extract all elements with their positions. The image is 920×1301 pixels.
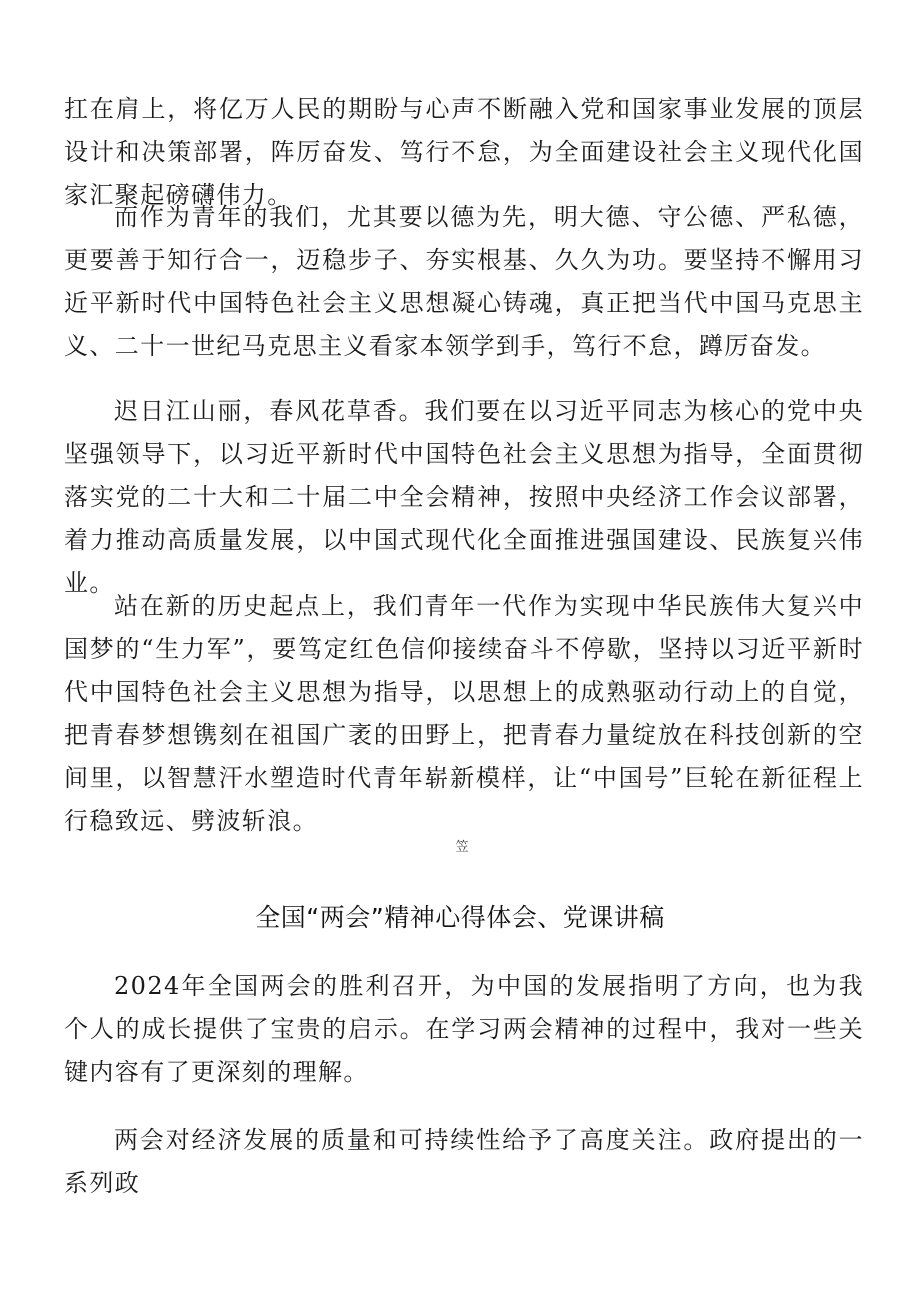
paragraph: 站在新的历史起点上，我们青年一代作为实现中华民族伟大复兴中国梦的“生力军”，要笃定红色信仰接续奋斗不停歇，坚持以习近平新时代中国特色社会主义思想为指导，以思想上的成熟驱动行动上的自觉，把青春梦想镌刻在祖国广袤的田野上，把青春力量绽放在科技创新的空间里，以智慧汗水塑造时代青年崭新模样，让“中国号”巨轮在新征程上行稳致远、劈波斩浪。 bbox=[64, 592, 864, 835]
section-separator: 笠 bbox=[455, 840, 469, 855]
section-heading: 全国“两会”精神心得体会、党课讲稿 bbox=[255, 903, 665, 932]
paragraph: 扛在肩上，将亿万人民的期盼与心声不断融入党和国家事业发展的顶层设计和决策部署，阵厉奋发、笃行不怠，为全面建设社会主义现代化国家汇聚起磅礴伟力。 bbox=[64, 95, 864, 209]
paragraph: 2024年全国两会的胜利召开，为中国的发展指明了方向，也为我个人的成长提供了宝贵的启示。在学习两会精神的过程中，我对一些关键内容有了更深刻的理解。 bbox=[64, 972, 864, 1086]
paragraph: 而作为青年的我们，尤其要以德为先，明大德、守公德、严私德，更要善于知行合一，迈稳步子、夯实根基、久久为功。要坚持不懈用习近平新时代中国特色社会主义思想凝心铸魂，真正把当代中国马克思主义、二十一世纪马克思主义看家本领学到手，笃行不怠，蹲厉奋发。 bbox=[64, 203, 864, 360]
paragraph: 迟日江山丽，春风花草香。我们要在以习近平同志为核心的党中央坚强领导下，以习近平新时代中国特色社会主义思想为指导，全面贯彻落实党的二十大和二十届二中全会精神，按照中央经济工作会议部署，着力推动高质量发展，以中国式现代化全面推进强国建设、民族复兴伟业。 bbox=[64, 397, 864, 597]
paragraph: 两会对经济发展的质量和可持续性给予了高度关注。政府提出的一系列政 bbox=[64, 1126, 864, 1197]
